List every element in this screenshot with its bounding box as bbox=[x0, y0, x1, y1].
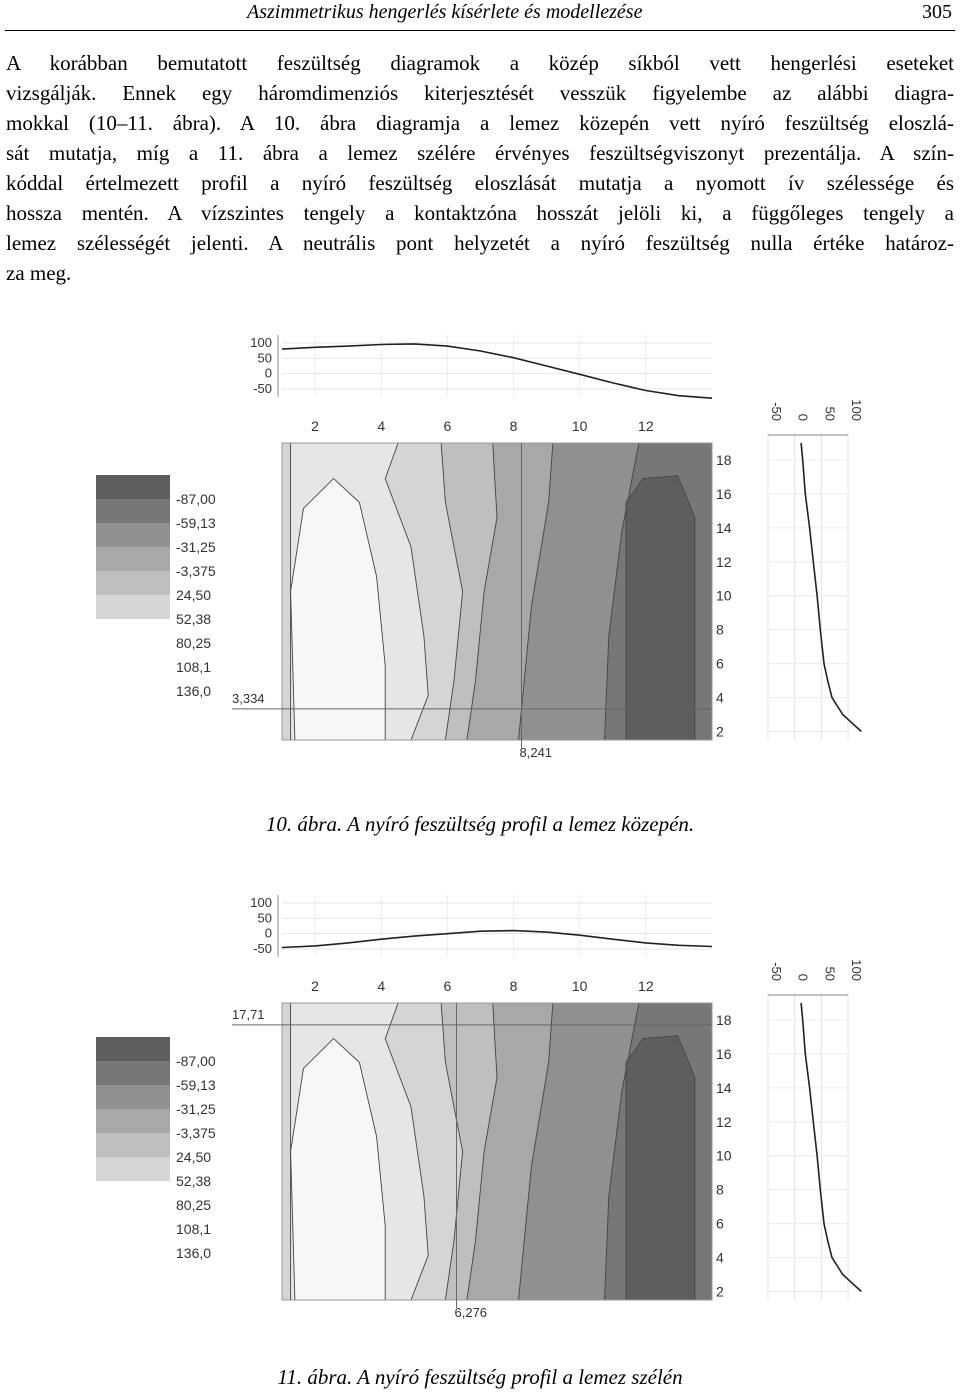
cursor-y-label: 3,334 bbox=[232, 690, 265, 706]
contour-band-min bbox=[626, 1036, 695, 1300]
paragraph-line: kóddal értelmezett profil a nyíró feszültség eloszlását mutatja a nyomott ív szélessége és bbox=[6, 171, 954, 195]
y-tick-label: 14 bbox=[716, 519, 732, 536]
x-tick-label: 2 bbox=[311, 418, 319, 434]
y-tick-label: 6 bbox=[716, 1215, 724, 1232]
legend-label: -31,25 bbox=[176, 539, 216, 555]
page-number: 305 bbox=[922, 1, 952, 23]
top-profile-tick-label: 100 bbox=[250, 895, 272, 910]
x-tick-label: 8 bbox=[509, 418, 518, 434]
top-profile-tick-label: -50 bbox=[253, 941, 272, 956]
contour-band-min bbox=[626, 476, 695, 740]
legend-label: -3,375 bbox=[176, 1125, 216, 1141]
legend-swatch bbox=[96, 523, 170, 547]
figure-10-caption: 10. ábra. A nyíró feszültség profil a lemez közepén. bbox=[265, 812, 695, 836]
y-tick-label: 8 bbox=[716, 1181, 724, 1198]
figure-11-caption: 11. ábra. A nyíró feszültség profil a lemez szélén bbox=[277, 1365, 683, 1389]
y-tick-label: 12 bbox=[716, 1113, 732, 1130]
legend-label: 80,25 bbox=[176, 635, 212, 651]
y-tick-label: 2 bbox=[716, 1283, 724, 1300]
legend-label: 108,1 bbox=[176, 659, 212, 675]
legend-label: 24,50 bbox=[176, 1149, 212, 1165]
figure-10-chart bbox=[0, 325, 960, 775]
top-profile-tick-label: 100 bbox=[250, 335, 272, 350]
legend-swatch bbox=[96, 1085, 170, 1109]
legend-swatch bbox=[96, 499, 170, 523]
right-profile-tick-label: 100 bbox=[849, 959, 864, 981]
right-profile-tick-label: 100 bbox=[849, 399, 864, 421]
body-paragraph bbox=[6, 48, 954, 288]
right-profile-tick-label: 0 bbox=[795, 973, 811, 981]
cursor-y-label: 17,71 bbox=[232, 1006, 265, 1022]
top-profile-tick-label: 50 bbox=[257, 910, 272, 926]
x-tick-label: 10 bbox=[571, 418, 588, 434]
y-tick-label: 10 bbox=[716, 1147, 732, 1164]
right-profile-line bbox=[801, 1003, 861, 1292]
legend-swatch bbox=[96, 571, 170, 595]
right-profile-tick-label: -50 bbox=[769, 402, 784, 421]
y-tick-label: 16 bbox=[716, 485, 732, 502]
legend-label: 136,0 bbox=[176, 1245, 212, 1261]
y-tick-label: 18 bbox=[716, 1011, 732, 1028]
legend-swatch bbox=[96, 595, 170, 619]
legend-label: -59,13 bbox=[176, 1077, 216, 1093]
header-rule bbox=[5, 30, 955, 31]
legend-swatch bbox=[96, 475, 170, 499]
x-tick-label: 4 bbox=[377, 978, 386, 994]
legend-swatch bbox=[96, 547, 170, 571]
top-profile-line bbox=[282, 344, 712, 398]
x-tick-label: 2 bbox=[311, 978, 319, 994]
top-profile-tick-label: -50 bbox=[253, 381, 272, 396]
x-tick-label: 8 bbox=[509, 978, 518, 994]
cursor-x-label: 8,241 bbox=[519, 745, 553, 760]
paragraph-line: vizsgálják. Ennek egy háromdimenziós kiterjesztését vesszük figyelembe az alábbi diagra- bbox=[6, 81, 954, 105]
top-profile-line bbox=[282, 931, 712, 948]
figure-11 bbox=[0, 885, 960, 1335]
top-profile-tick-label: 0 bbox=[264, 925, 272, 941]
paragraph-line: A korábban bemutatott feszültség diagramok a közép síkból vett hengerlési eseteket bbox=[6, 51, 954, 75]
top-profile-tick-label: 0 bbox=[264, 365, 272, 381]
contour-plot bbox=[282, 443, 712, 740]
legend-swatch bbox=[96, 1157, 170, 1181]
y-tick-label: 8 bbox=[716, 621, 724, 638]
paragraph-line: lemez szélességét jelenti. A neutrális pont helyzetét a nyíró feszültség nulla értéke határoz- bbox=[6, 231, 954, 255]
y-tick-label: 4 bbox=[716, 1249, 724, 1266]
legend-label: 52,38 bbox=[176, 611, 212, 627]
legend-label: -31,25 bbox=[176, 1101, 216, 1117]
paragraph-line: hossza mentén. A vízszintes tengely a kontaktzóna hosszát jelöli ki, a függőleges tengely a bbox=[6, 201, 954, 225]
page-header bbox=[0, 0, 960, 33]
legend-swatch bbox=[96, 1133, 170, 1157]
legend-label: 80,25 bbox=[176, 1197, 212, 1213]
legend-label: 24,50 bbox=[176, 587, 212, 603]
legend-swatch bbox=[96, 1061, 170, 1085]
right-profile-tick-label: 0 bbox=[795, 413, 811, 421]
y-tick-label: 14 bbox=[716, 1079, 732, 1096]
x-tick-label: 6 bbox=[443, 978, 452, 994]
legend-label: 108,1 bbox=[176, 1221, 212, 1237]
y-tick-label: 2 bbox=[716, 723, 724, 740]
right-profile-tick-label: -50 bbox=[769, 962, 784, 981]
legend-label: -87,00 bbox=[176, 1053, 216, 1069]
legend-label: 136,0 bbox=[176, 683, 212, 699]
legend-label: -87,00 bbox=[176, 491, 216, 507]
figure-10 bbox=[0, 325, 960, 775]
x-tick-label: 6 bbox=[443, 418, 452, 434]
y-tick-label: 6 bbox=[716, 655, 724, 672]
y-tick-label: 4 bbox=[716, 689, 724, 706]
paragraph-line: sát mutatja, míg a 11. ábra a lemez szélére érvényes feszültségviszonyt prezentálja. A szín- bbox=[6, 141, 954, 165]
right-profile-tick-label: 50 bbox=[822, 406, 838, 421]
y-tick-label: 12 bbox=[716, 553, 732, 570]
legend-label: -3,375 bbox=[176, 563, 216, 579]
y-tick-label: 18 bbox=[716, 451, 732, 468]
paragraph-line: za meg. bbox=[6, 261, 72, 285]
x-tick-label: 4 bbox=[377, 418, 386, 434]
contour-plot bbox=[282, 1003, 712, 1300]
top-profile-tick-label: 50 bbox=[257, 350, 272, 366]
right-profile-tick-label: 50 bbox=[822, 966, 838, 981]
x-tick-label: 12 bbox=[638, 418, 654, 434]
legend-swatch bbox=[96, 1037, 170, 1061]
x-tick-label: 12 bbox=[638, 978, 654, 994]
figure-11-chart bbox=[0, 885, 960, 1335]
y-tick-label: 10 bbox=[716, 587, 732, 604]
legend-label: -59,13 bbox=[176, 515, 216, 531]
right-profile-line bbox=[801, 443, 861, 732]
paragraph-line: mokkal (10–11. ábra). A 10. ábra diagramja a lemez közepén vett nyíró feszültség eloszlá- bbox=[6, 111, 954, 135]
cursor-x-label: 6,276 bbox=[454, 1305, 488, 1320]
running-title: Aszimmetrikus hengerlés kísérlete és modellezése bbox=[247, 1, 643, 23]
y-tick-label: 16 bbox=[716, 1045, 732, 1062]
legend-swatch bbox=[96, 1109, 170, 1133]
x-tick-label: 10 bbox=[571, 978, 588, 994]
legend-label: 52,38 bbox=[176, 1173, 212, 1189]
